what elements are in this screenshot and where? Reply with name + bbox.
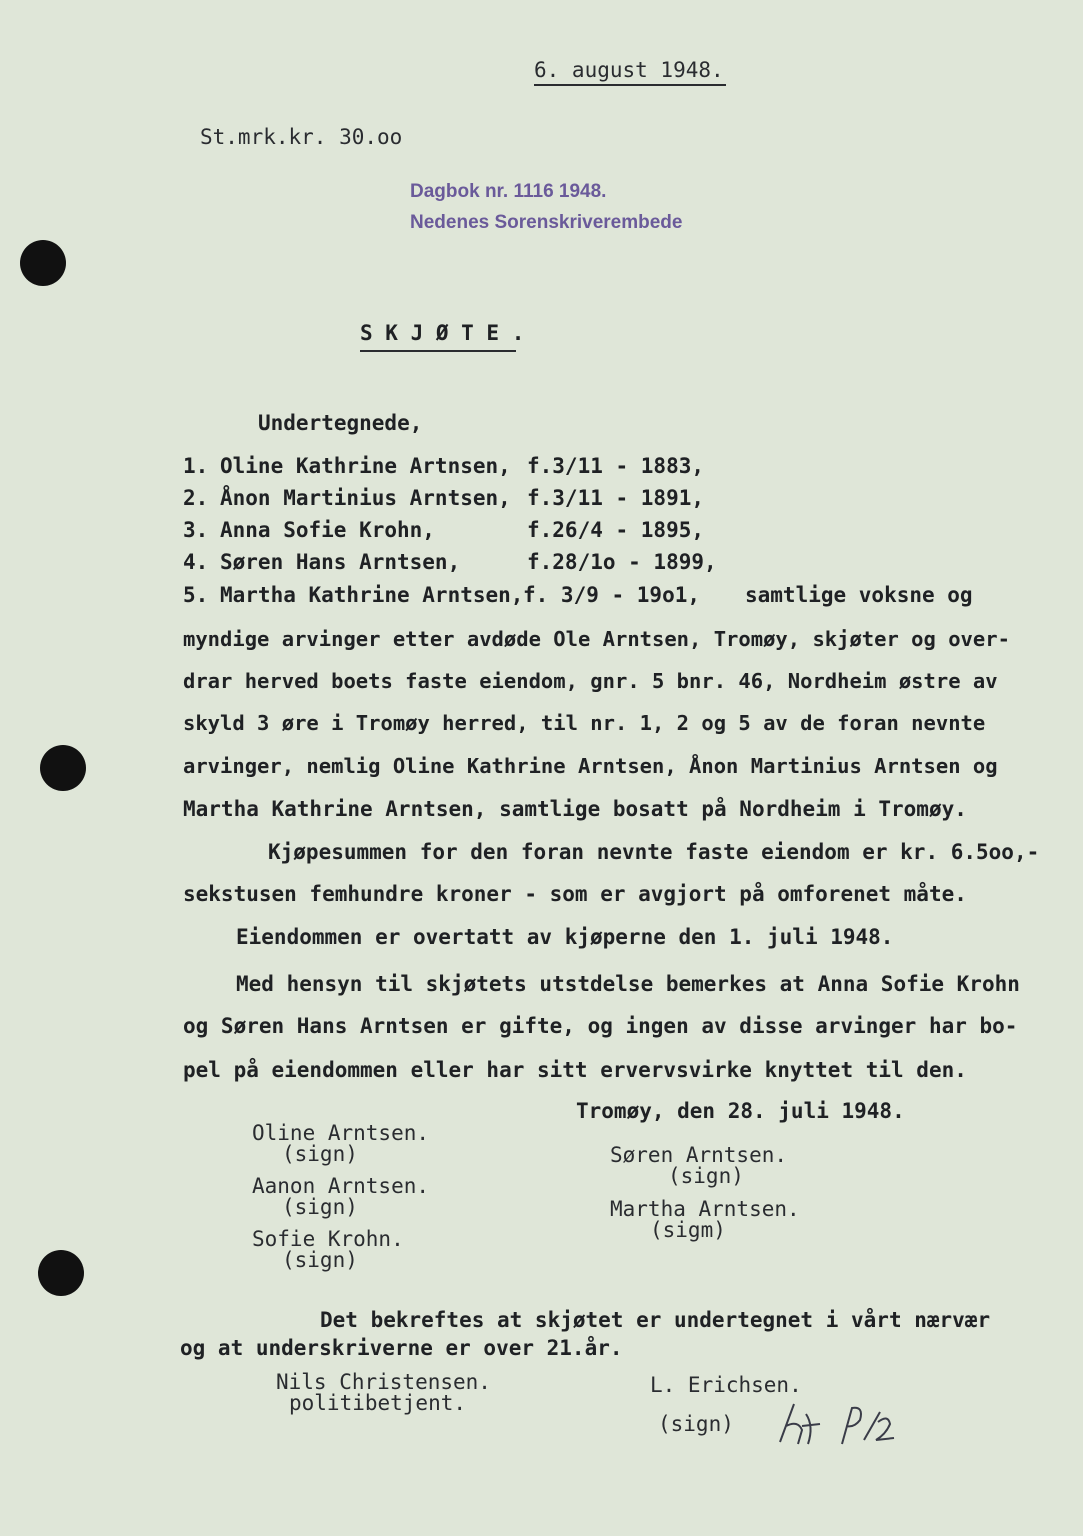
punch-hole-top bbox=[20, 240, 66, 286]
punch-hole-middle bbox=[40, 745, 86, 791]
body-line: sekstusen femhundre kroner - som er avgjort på omforenet måte. bbox=[183, 882, 967, 906]
witness-left-title: politibetjent. bbox=[289, 1391, 467, 1415]
heir-birth: f.28/1o - 1899, bbox=[527, 550, 717, 574]
signature-note: (sign) bbox=[668, 1164, 744, 1188]
registry-stamp-number: Dagbok nr. 1116 1948. bbox=[410, 181, 607, 202]
heir-name: Martha Kathrine Arntsen, bbox=[220, 583, 524, 607]
heir-number: 3. bbox=[183, 518, 209, 542]
heir-trailing-text: samtlige voksne og bbox=[745, 583, 973, 607]
heir-name: Anna Sofie Krohn, bbox=[220, 518, 435, 542]
body-line: skyld 3 øre i Tromøy herred, til nr. 1, 2 og 5 av de foran nevnte bbox=[183, 711, 986, 735]
heir-number: 2. bbox=[183, 486, 209, 510]
witness-statement-line: og at underskriverne er over 21.år. bbox=[180, 1336, 623, 1360]
heir-name: Søren Hans Arntsen, bbox=[220, 550, 461, 574]
body-line: Kjøpesummen for den foran nevnte faste eiendom er kr. 6.5oo,- bbox=[268, 840, 1040, 864]
witness-statement-line: Det bekreftes at skjøtet er undertegnet i vårt nærvær bbox=[320, 1308, 991, 1332]
heir-number: 5. bbox=[183, 583, 209, 607]
witness-right-note: (sign) bbox=[658, 1412, 734, 1436]
body-line: Martha Kathrine Arntsen, samtlige bosatt på Nordheim i Tromøy. bbox=[183, 797, 967, 821]
signature-note: (sign) bbox=[282, 1248, 358, 1272]
witness-right-name: L. Erichsen. bbox=[650, 1373, 802, 1397]
document-date: 6. august 1948. bbox=[534, 58, 724, 82]
body-line: og Søren Hans Arntsen er gifte, og ingen av disse arvinger har bo- bbox=[183, 1014, 1018, 1038]
stamp-fee: St.mrk.kr. 30.oo bbox=[200, 125, 403, 149]
witness-left-name: Nils Christensen. bbox=[276, 1370, 491, 1394]
heir-birth: f.3/11 - 1883, bbox=[527, 454, 705, 478]
signature-name: Aanon Arntsen. bbox=[252, 1174, 430, 1198]
signature-note: (sign) bbox=[282, 1195, 358, 1219]
heir-number: 4. bbox=[183, 550, 209, 574]
body-line: myndige arvinger etter avdøde Ole Arntsen, Tromøy, skjøter og over- bbox=[183, 627, 1010, 651]
signature-note: (sigm) bbox=[650, 1218, 726, 1242]
signature-name: Oline Arntsen. bbox=[252, 1121, 430, 1145]
date-underline bbox=[534, 84, 726, 86]
heir-birth: f. 3/9 - 19o1, bbox=[523, 583, 701, 607]
heir-birth: f.26/4 - 1895, bbox=[527, 518, 705, 542]
signature-note: (sign) bbox=[282, 1142, 358, 1166]
heir-birth: f.3/11 - 1891, bbox=[527, 486, 705, 510]
body-line: drar herved boets faste eiendom, gnr. 5 bnr. 46, Nordheim østre av bbox=[183, 669, 998, 693]
body-line: arvinger, nemlig Oline Kathrine Arntsen, Ånon Martinius Arntsen og bbox=[183, 754, 998, 778]
place-date: Tromøy, den 28. juli 1948. bbox=[576, 1099, 905, 1123]
punch-hole-bottom bbox=[38, 1250, 84, 1296]
title-underline bbox=[360, 350, 516, 352]
body-line: Med hensyn til skjøtets utstdelse bemerkes at Anna Sofie Krohn bbox=[236, 972, 1020, 996]
heir-number: 1. bbox=[183, 454, 209, 478]
heir-name: Oline Kathrine Artnsen, bbox=[220, 454, 511, 478]
body-line: pel på eiendommen eller har sitt ervervsvirke knyttet til den. bbox=[183, 1058, 967, 1082]
body-line: Eiendommen er overtatt av kjøperne den 1. juli 1948. bbox=[236, 925, 894, 949]
signature-name: Martha Arntsen. bbox=[610, 1197, 800, 1221]
handwritten-initials bbox=[772, 1400, 922, 1450]
signature-name: Søren Arntsen. bbox=[610, 1143, 788, 1167]
document-title: S K J Ø T E . bbox=[360, 321, 525, 345]
opening-word: Undertegnede, bbox=[258, 411, 423, 435]
signature-name: Sofie Krohn. bbox=[252, 1227, 404, 1251]
heir-name: Ånon Martinius Arntsen, bbox=[220, 486, 511, 510]
registry-stamp-office: Nedenes Sorenskriverembede bbox=[410, 212, 683, 233]
